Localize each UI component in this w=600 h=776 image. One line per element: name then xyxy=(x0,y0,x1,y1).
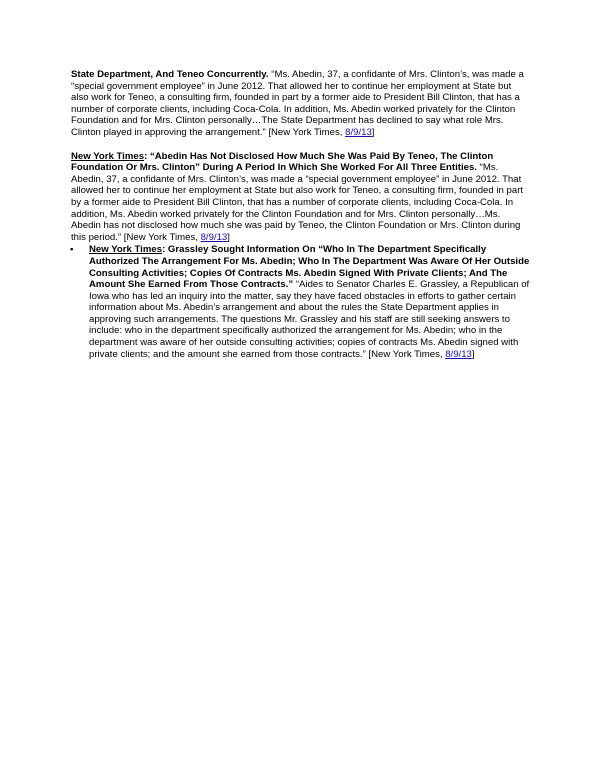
source-link[interactable]: 8/9/13 xyxy=(445,348,472,360)
source-colon: : xyxy=(162,244,166,256)
citation-close: ] xyxy=(371,126,375,138)
document-page xyxy=(71,69,531,360)
bullet-headline: Grassley Sought Information On “Who In The Department Specifically Authorized The Arrangement For Ms. Abedin; Who In The Department Was Aware Of Her Outside Consulting Activities; Copies Of Contracts Ms. Abedin Signed With Private Clients; And The Amount She Earned From Those Contracts.” xyxy=(89,244,530,291)
source-colon: : xyxy=(144,150,148,162)
paragraph-state-department xyxy=(71,69,531,139)
source-link[interactable]: 8/9/13 xyxy=(200,231,228,243)
bullet-icon: • xyxy=(70,244,74,256)
paragraph-body: “Ms. Abedin, 37, a confidante of Mrs. Clinton’s, was made a “special government employee” in June 2012. That allowed her to continue her employment at State but also work for Teneo, a consulting firm, founded in part by a former aide to President Bill Clinton, that has a number of corporate clients, including Coca-Cola. In addition, Ms. Abedin worked privately for the Clinton Foundation and for Mrs. Clinton personally…Ms. Abedin has not disclosed how much she was paid by Teneo, the Clinton Foundation or Mrs. Clinton during this period.” [New York Times, xyxy=(71,162,524,243)
paragraph-abedin-not-disclosed xyxy=(71,151,531,244)
citation-close: ] xyxy=(471,348,475,360)
bullet-body: “Aides to Senator Charles E. Grassley, a Republican of Iowa who has led an inquiry into the matter, say they have faced obstacles in efforts to gather certain information about Ms. Abedin’s arrangement and about the rules the State Department applies in approving such arrangements. The questions Mr. Grassley and his staff are still seeking answers to include: who in the department specifically authorized the arrangement for Ms. Abedin; who in the department was aware of her outside consulting activities; copies of contracts Ms. Abedin signed with private clients; and the amount she earned from those contracts.” [New York Times, xyxy=(89,279,530,360)
citation-close: ] xyxy=(227,231,230,243)
paragraph-lead: State Department, And Teneo Concurrently. xyxy=(71,69,269,80)
source-link[interactable]: 8/9/13 xyxy=(345,126,372,138)
paragraph-body: “Ms. Abedin, 37, a confidante of Mrs. Clinton’s, was made a “special government employee” in June 2012. That allowed her to continue her employment at State but also work for Teneo, a consulting firm, founded in part by a former aide to President Bill Clinton, that has a number of corporate clients, including Coca-Cola. In addition, Ms. Abedin worked privately for the Clinton Foundation and for Mrs. Clinton personally…The State Department has declined to say what role Mrs. Clinton played in approving the arrangement.” [New York Times, xyxy=(71,69,524,138)
paragraph-headline: “Abedin Has Not Disclosed How Much She Was Paid By Teneo, The Clinton Foundation Or Mrs. Clinton” During A Period In Which She Worked For All Three Entities. xyxy=(71,150,494,174)
source-name: New York Times xyxy=(71,150,145,162)
bullet-item-grassley xyxy=(71,244,531,360)
source-name: New York Times xyxy=(89,244,163,256)
